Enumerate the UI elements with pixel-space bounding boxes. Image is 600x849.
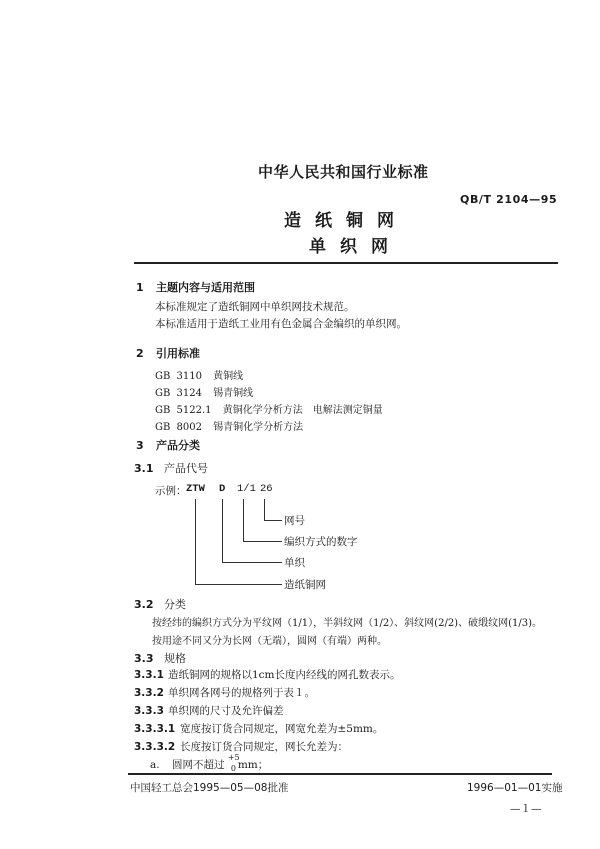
reference-code: 3124 <box>176 388 202 399</box>
section-title: 分类 <box>164 598 186 611</box>
code-part-weave: 1/1 <box>237 483 256 495</box>
section-3-3-heading <box>134 650 186 666</box>
code-part-mesh: 26 <box>260 483 273 495</box>
clause-3-3-3 <box>134 703 284 718</box>
section-number: 1 <box>136 281 144 294</box>
reference-item <box>155 401 383 416</box>
doc-title-line1: 造纸铜网 <box>284 211 408 231</box>
connector-mesh-v <box>264 499 265 520</box>
connector-single-v <box>222 499 223 562</box>
implementation-date: 1996—01—01实施 <box>467 782 563 794</box>
clause-text: 单织网各网号的规格列于表１。 <box>168 687 315 699</box>
code-part-d: D <box>219 483 226 495</box>
list-marker: a. <box>150 759 160 771</box>
section-number: 3.1 <box>134 462 154 475</box>
reference-prefix: GB <box>155 422 171 433</box>
tolerance <box>227 753 240 773</box>
list-item-a <box>150 753 269 773</box>
clause-text: 单织网的尺寸及允许偏差 <box>168 705 284 717</box>
connector-single-h <box>222 562 282 563</box>
footer-rule <box>128 773 552 775</box>
section-title: 产品代号 <box>164 462 208 475</box>
section-title: 引用标准 <box>156 347 200 360</box>
tolerance-upper: +5 <box>227 753 240 762</box>
section-3-1-heading <box>134 460 208 476</box>
reference-item <box>155 367 243 382</box>
reference-name: 黄铜化学分析方法 电解法测定铜量 <box>222 405 383 416</box>
reference-code: 5122.1 <box>176 405 212 416</box>
doc-title-line2: 单织网 <box>309 237 402 257</box>
section-title: 主题内容与适用范围 <box>156 281 255 294</box>
reference-name: 锡青铜线 <box>213 388 254 399</box>
section-2-heading <box>136 345 200 361</box>
section-number: 3 <box>136 439 144 452</box>
clause-text: 长度按订货合同规定，网长允差为： <box>180 741 348 753</box>
legend-mesh-number: 网号 <box>284 515 305 527</box>
standard-header: 中华人民共和国行业标准 <box>258 163 429 181</box>
clause-3-3-2 <box>134 685 315 700</box>
legend-weave-digits: 编织方式的数字 <box>284 536 358 548</box>
clause-3-3-3-1 <box>134 721 383 736</box>
section-title: 产品分类 <box>156 439 200 452</box>
reference-item <box>155 418 303 433</box>
section-number: 2 <box>136 347 144 360</box>
reference-code: 3110 <box>176 371 202 382</box>
standard-code: QB/T 2104—95 <box>460 193 558 206</box>
clause-number: 3.3.2 <box>134 687 164 699</box>
clause-number: 3.3.1 <box>134 669 164 681</box>
reference-prefix: GB <box>155 388 171 399</box>
clause-3-3-3-2 <box>134 739 348 754</box>
legend-single-weave: 单织 <box>284 557 305 569</box>
page-number: —１— <box>510 803 542 815</box>
clause-text: 宽度按订货合同规定，网宽允差为±5mm。 <box>180 723 384 735</box>
reference-name: 锡青铜化学分析方法 <box>213 422 304 433</box>
legend-papermaking-copper-mesh: 造纸铜网 <box>284 579 326 591</box>
clause-number: 3.3.3.2 <box>134 741 176 753</box>
example-label: 示例： <box>155 485 187 497</box>
reference-name: 黄铜线 <box>213 371 244 382</box>
reference-prefix: GB <box>155 371 171 382</box>
section-1-para-1: 本标准规定了造纸铜网中单织网技术规范。 <box>155 301 355 313</box>
connector-mesh-h <box>264 520 282 521</box>
tolerance-unit: mm； <box>237 759 269 771</box>
section-title: 规格 <box>164 652 186 665</box>
code-part-ztw: ZTW <box>186 483 205 495</box>
connector-weave-h <box>243 541 282 542</box>
approval-note: 中国轻工总会1995—05—08批准 <box>130 782 289 794</box>
section-1-para-2: 本标准适用于造纸工业用有色金属合金编织的单织网。 <box>155 318 407 330</box>
section-number: 3.3 <box>134 652 154 665</box>
clause-text: 造纸铜网的规格以1cm长度内经线的网孔数表示。 <box>168 669 401 681</box>
section-3-2-heading <box>134 596 186 612</box>
section-3-2-para-1: 按经纬的编织方式分为平纹网（1/1），半斜纹网（1/2）、斜纹网(2/2)、破缎纹网(1/3)。 <box>152 618 542 629</box>
connector-weave-v <box>243 499 244 541</box>
section-3-heading <box>136 437 200 453</box>
section-1-heading <box>136 279 255 295</box>
clause-number: 3.3.3.1 <box>134 723 176 735</box>
section-number: 3.2 <box>134 598 154 611</box>
section-3-2-para-2: 按用途不同又分为长网（无端），圆网（有端）两种。 <box>152 636 387 647</box>
connector-copper-h <box>195 584 282 585</box>
reference-code: 8002 <box>176 422 202 433</box>
tolerance-lower: 0 <box>230 764 236 773</box>
clause-3-3-1 <box>134 667 401 682</box>
connector-copper-v <box>195 499 196 584</box>
clause-number: 3.3.3 <box>134 705 164 717</box>
reference-prefix: GB <box>155 405 171 416</box>
reference-item <box>155 384 253 399</box>
list-text: 圆网不超过 <box>172 759 225 771</box>
header-rule <box>134 262 558 264</box>
